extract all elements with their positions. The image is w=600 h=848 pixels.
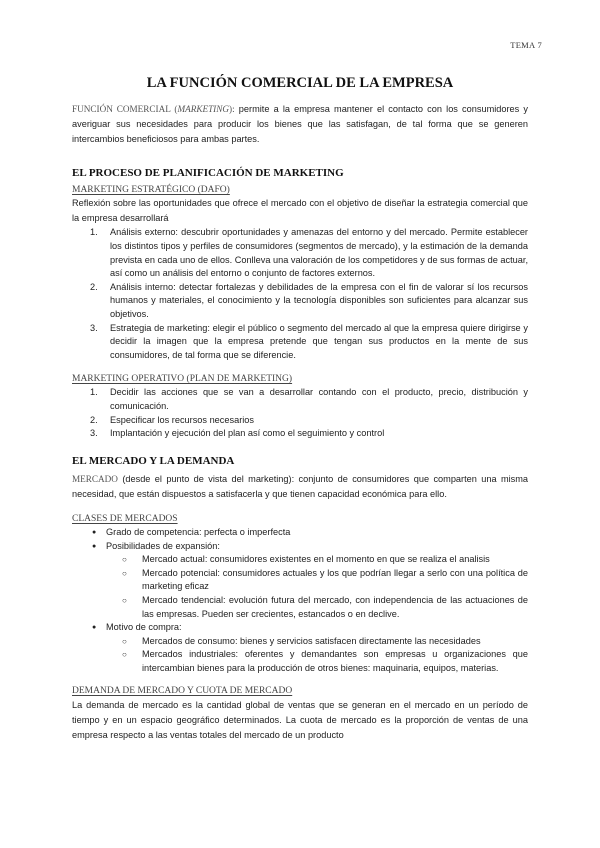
strategic-paragraph: Reflexión sobre las oportunidades que ofrece el mercado con el objetivo de diseñar la estrategia comercial que la empresa desarrollará [72, 198, 528, 224]
document-title: LA FUNCIÓN COMERCIAL DE LA EMPRESA [146, 75, 454, 91]
list-item: 1. Análisis externo: descubrir oportunidades y amenazas del entorno y del mercado. Permite establecer los distintos tipos y perfiles de consumidores (segmentos de mercado), y la estimación de la demanda prevista en cada uno de ellos. Conlleva una valoración de los competidores y de sus formas de actuar, así como un análisis del entorno o conjunto de factores externos. [90, 227, 528, 279]
subheading-market-types: CLASES DE MERCADOS [72, 513, 178, 524]
market-term: MERCADO [72, 473, 118, 484]
list-item: ● Motivo de compra: ○ Mercados de consumo: bienes y servicios satisfacen directamente las necesidades ○ Mercados industriales: oferentes y demandantes son empresas u organizaciones que intercambian bienes para la producción de otros bienes: maquinaria, equipos, materias. [92, 621, 528, 675]
demand-paragraph: La demanda de mercado es la cantidad global de ventas que se generan en el mercado en un período de tiempo y en un espacio geográfico determinados. La cuota de mercado es la proporción de ventas de una empresa respecto a las ventas totales del mercado de un producto [72, 699, 528, 740]
section-heading-market: EL MERCADO Y LA DEMANDA [72, 454, 235, 467]
market-types-list [92, 526, 528, 676]
list-item: 1. Decidir las acciones que se van a desarrollar contando con el producto, precio, distribución y comunicación. [90, 387, 528, 411]
list-item: 3. Estrategia de marketing: elegir el público o segmento del mercado al que la empresa quiere dirigirse y decidir la imagen que la empresa pretende que tengan sus productos en la mente de sus consumidores, de tal forma que se diferencie. [90, 322, 528, 360]
list-item: 2. Análisis interno: detectar fortalezas y debilidades de la empresa con el fin de valorar sí los recursos humanos y materiales, el conocimiento y la tecnología disponibles son suficientes para alcanzar sus objetivos. [90, 281, 528, 320]
list-item: ○ Mercados de consumo: bienes y servicios satisfacen directamente las necesidades [122, 635, 528, 649]
market-paragraph: MERCADO (desde el punto de vista del marketing): conjunto de consumidores que comparten una misma necesidad, que están dispuestos a satisfacerla y que tienen capacidad económica para ello. [72, 473, 528, 499]
list-item: ● Posibilidades de expansión: ○ Mercado actual: consumidores existentes en el momento en que se realiza el analisis ○ Mercado potencial: consumidores actuales y los que podrían llegar a serlo con una política de marketing eficaz ○ Mercado tendencial: evolución futura del mercado, con independencia de las actuaciones de las empresas. Pueden ser crecientes, estancados o en declive. [92, 540, 528, 622]
subheading-strategic: MARKETING ESTRATÉGICO (DAFO) [72, 185, 230, 196]
list-item: ○ Mercados industriales: oferentes y demandantes son empresas u organizaciones que intercambian bienes para la producción de otros bienes: maquinaria, equipos, materias. [122, 648, 528, 675]
list-item: 2. Especificar los recursos necesarios [90, 414, 254, 425]
document-body [72, 75, 528, 743]
list-item: ○ Mercado potencial: consumidores actuales y los que podrían llegar a serlo con una política de marketing eficaz [122, 567, 528, 594]
subheading-demand: DEMANDA DE MERCADO Y CUOTA DE MERCADO [72, 685, 293, 696]
intro-paragraph [72, 102, 528, 147]
subheading-operative: MARKETING OPERATIVO (PLAN DE MARKETING) [72, 374, 293, 385]
intro-text: permite a la empresa mantener el contacto con los consumidores y averiguar sus necesidades para producir los bienes que las satisfagan, de tal forma que se generen intercambios beneficiosos para ambas partes. [72, 104, 528, 145]
expansion-sublist [122, 553, 528, 621]
intro-term: FUNCIÓN COMERCIAL (MARKETING): [72, 104, 235, 114]
list-item: ○ Mercado tendencial: evolución futura del mercado, con independencia de las actuaciones de las empresas. Pueden ser crecientes, estancados o en declive. [122, 594, 528, 621]
topic-label: TEMA 7 [510, 40, 542, 50]
list-item: 3. Implantación y ejecución del plan así como el seguimiento y control [90, 428, 385, 439]
strategic-list [90, 226, 528, 362]
operative-list [90, 386, 528, 440]
list-item: ● Grado de competencia: perfecta o imperfecta [92, 526, 528, 540]
section-heading-planning: EL PROCESO DE PLANIFICACIÓN DE MARKETING [72, 167, 344, 180]
list-item: ○ Mercado actual: consumidores existentes en el momento en que se realiza el analisis [122, 553, 528, 567]
purchase-sublist [122, 635, 528, 676]
